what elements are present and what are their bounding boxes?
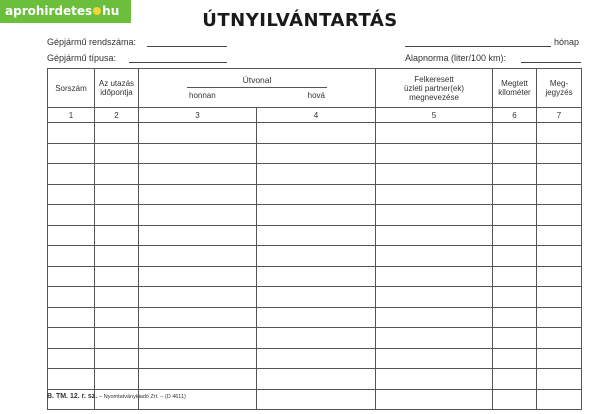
table-cell[interactable] bbox=[257, 348, 376, 369]
table-cell[interactable] bbox=[493, 143, 537, 164]
table-cell[interactable] bbox=[139, 287, 257, 308]
table-row bbox=[48, 287, 582, 308]
header-trip-time: Az utazás időpontja bbox=[95, 69, 139, 108]
table-cell[interactable] bbox=[139, 184, 257, 205]
table-cell[interactable] bbox=[95, 287, 139, 308]
table-cell[interactable] bbox=[376, 307, 493, 328]
table-body bbox=[48, 123, 582, 410]
table-cell[interactable] bbox=[537, 266, 582, 287]
plate-input-line[interactable] bbox=[147, 46, 227, 47]
table-cell[interactable] bbox=[48, 266, 95, 287]
table-cell[interactable] bbox=[139, 123, 257, 144]
header-partner: Felkeresett üzleti partner(ek) megnevezése bbox=[376, 69, 493, 108]
table-cell[interactable] bbox=[493, 328, 537, 349]
column-number: 3 bbox=[139, 108, 257, 123]
table-cell[interactable] bbox=[537, 348, 582, 369]
table-cell[interactable] bbox=[48, 369, 95, 390]
table-cell[interactable] bbox=[139, 246, 257, 267]
watermark-text-after: hu bbox=[102, 4, 120, 18]
header-route-label: Útvonal bbox=[242, 75, 272, 85]
table-cell[interactable] bbox=[537, 369, 582, 390]
header-route-from: honnan bbox=[189, 91, 216, 100]
table-cell[interactable] bbox=[139, 225, 257, 246]
table-row bbox=[48, 348, 582, 369]
table-cell[interactable] bbox=[376, 246, 493, 267]
table-cell[interactable] bbox=[139, 348, 257, 369]
table-cell[interactable] bbox=[48, 348, 95, 369]
trip-log-table bbox=[47, 68, 582, 410]
table-cell[interactable] bbox=[537, 184, 582, 205]
table-cell[interactable] bbox=[257, 307, 376, 328]
type-input-line[interactable] bbox=[129, 62, 227, 63]
table-cell[interactable] bbox=[48, 164, 95, 185]
table-cell[interactable] bbox=[95, 123, 139, 144]
table-cell[interactable] bbox=[376, 225, 493, 246]
table-cell[interactable] bbox=[376, 266, 493, 287]
month-input-line[interactable] bbox=[405, 46, 551, 47]
table-cell[interactable] bbox=[48, 123, 95, 144]
month-label: hónap bbox=[554, 37, 580, 47]
table-cell[interactable] bbox=[257, 164, 376, 185]
watermark-text-before: aprohirdetes bbox=[5, 4, 93, 18]
table-cell[interactable] bbox=[376, 164, 493, 185]
table-row bbox=[48, 205, 582, 226]
table-row bbox=[48, 369, 582, 390]
table-cell[interactable] bbox=[48, 287, 95, 308]
table-cell[interactable] bbox=[537, 246, 582, 267]
column-number: 6 bbox=[493, 108, 537, 123]
table-cell[interactable] bbox=[48, 143, 95, 164]
norm-input-line[interactable] bbox=[521, 62, 581, 63]
table-cell[interactable] bbox=[376, 389, 493, 410]
table-cell[interactable] bbox=[95, 205, 139, 226]
header-route-to: hová bbox=[307, 91, 325, 100]
table-cell[interactable] bbox=[493, 246, 537, 267]
norm-label: Alapnorma (liter/100 km): bbox=[405, 53, 507, 63]
table-cell[interactable] bbox=[139, 328, 257, 349]
table-row bbox=[48, 328, 582, 349]
table-row bbox=[48, 184, 582, 205]
table-cell[interactable] bbox=[493, 369, 537, 390]
table-cell[interactable] bbox=[376, 369, 493, 390]
header-route-divider bbox=[187, 87, 327, 88]
table-cell[interactable] bbox=[376, 328, 493, 349]
table-cell[interactable] bbox=[493, 348, 537, 369]
table-cell[interactable] bbox=[139, 164, 257, 185]
header-km: Megtett kilométer bbox=[493, 69, 537, 108]
table-cell[interactable] bbox=[48, 307, 95, 328]
table-cell[interactable] bbox=[257, 246, 376, 267]
table-cell[interactable] bbox=[139, 369, 257, 390]
table-cell[interactable] bbox=[95, 328, 139, 349]
table-cell[interactable] bbox=[376, 184, 493, 205]
table-cell[interactable] bbox=[493, 205, 537, 226]
table-cell[interactable] bbox=[493, 123, 537, 144]
form-title: ÚTNYILVÁNTARTÁS bbox=[202, 10, 398, 31]
table-cell[interactable] bbox=[257, 123, 376, 144]
table-cell[interactable] bbox=[537, 328, 582, 349]
column-number: 2 bbox=[95, 108, 139, 123]
table-cell[interactable] bbox=[95, 246, 139, 267]
table-cell[interactable] bbox=[376, 205, 493, 226]
table-cell[interactable] bbox=[257, 143, 376, 164]
column-number: 4 bbox=[257, 108, 376, 123]
table-cell[interactable] bbox=[48, 184, 95, 205]
header-note: Meg- jegyzés bbox=[537, 69, 582, 108]
table-cell[interactable] bbox=[537, 143, 582, 164]
form-code: B. TM. 12. r. sz. bbox=[47, 393, 98, 400]
table-cell[interactable] bbox=[139, 266, 257, 287]
table-row bbox=[48, 307, 582, 328]
table-cell[interactable] bbox=[537, 205, 582, 226]
table-cell[interactable] bbox=[139, 205, 257, 226]
table-cell[interactable] bbox=[376, 348, 493, 369]
table-cell[interactable] bbox=[537, 307, 582, 328]
table-cell[interactable] bbox=[139, 143, 257, 164]
table-cell[interactable] bbox=[95, 307, 139, 328]
table-cell[interactable] bbox=[376, 123, 493, 144]
table-cell[interactable] bbox=[257, 205, 376, 226]
table-cell[interactable] bbox=[95, 225, 139, 246]
table-cell[interactable] bbox=[48, 205, 95, 226]
table-cell[interactable] bbox=[257, 328, 376, 349]
table-row bbox=[48, 164, 582, 185]
table-cell[interactable] bbox=[257, 287, 376, 308]
table-cell[interactable] bbox=[376, 143, 493, 164]
type-label: Gépjármű típusa: bbox=[47, 53, 117, 63]
table-cell[interactable] bbox=[493, 287, 537, 308]
table-cell[interactable] bbox=[257, 389, 376, 410]
table-cell[interactable] bbox=[95, 266, 139, 287]
header-serial: Sorszám bbox=[48, 69, 95, 108]
table-cell[interactable] bbox=[95, 164, 139, 185]
table-cell[interactable] bbox=[257, 225, 376, 246]
form-publisher: – Nyomtatványkiadó Zrt. – (D 4611) bbox=[99, 394, 186, 400]
table-cell[interactable] bbox=[95, 348, 139, 369]
table-cell[interactable] bbox=[493, 266, 537, 287]
table-cell[interactable] bbox=[95, 369, 139, 390]
table-cell[interactable] bbox=[493, 225, 537, 246]
table-cell[interactable] bbox=[493, 307, 537, 328]
table-row bbox=[48, 246, 582, 267]
table-cell[interactable] bbox=[48, 328, 95, 349]
table-row bbox=[48, 143, 582, 164]
table-cell[interactable] bbox=[493, 389, 537, 410]
table-cell[interactable] bbox=[139, 307, 257, 328]
table-cell[interactable] bbox=[95, 143, 139, 164]
header-route bbox=[139, 69, 376, 108]
table-cell[interactable] bbox=[376, 287, 493, 308]
table-cell[interactable] bbox=[257, 266, 376, 287]
form-footer bbox=[47, 393, 186, 400]
table-cell[interactable] bbox=[48, 246, 95, 267]
table-cell[interactable] bbox=[537, 123, 582, 144]
column-number: 7 bbox=[537, 108, 582, 123]
table-cell[interactable] bbox=[257, 369, 376, 390]
table-cell[interactable] bbox=[493, 184, 537, 205]
table-cell[interactable] bbox=[95, 184, 139, 205]
table-row bbox=[48, 123, 582, 144]
table-cell[interactable] bbox=[493, 164, 537, 185]
table-cell[interactable] bbox=[537, 164, 582, 185]
table-row bbox=[48, 266, 582, 287]
table-row bbox=[48, 225, 582, 246]
table-cell[interactable] bbox=[48, 225, 95, 246]
column-number: 5 bbox=[376, 108, 493, 123]
table-cell[interactable] bbox=[537, 389, 582, 410]
table-cell[interactable] bbox=[257, 184, 376, 205]
table-cell[interactable] bbox=[537, 225, 582, 246]
plate-label: Gépjármű rendszáma: bbox=[47, 37, 137, 47]
table-cell[interactable] bbox=[537, 287, 582, 308]
column-number: 1 bbox=[48, 108, 95, 123]
